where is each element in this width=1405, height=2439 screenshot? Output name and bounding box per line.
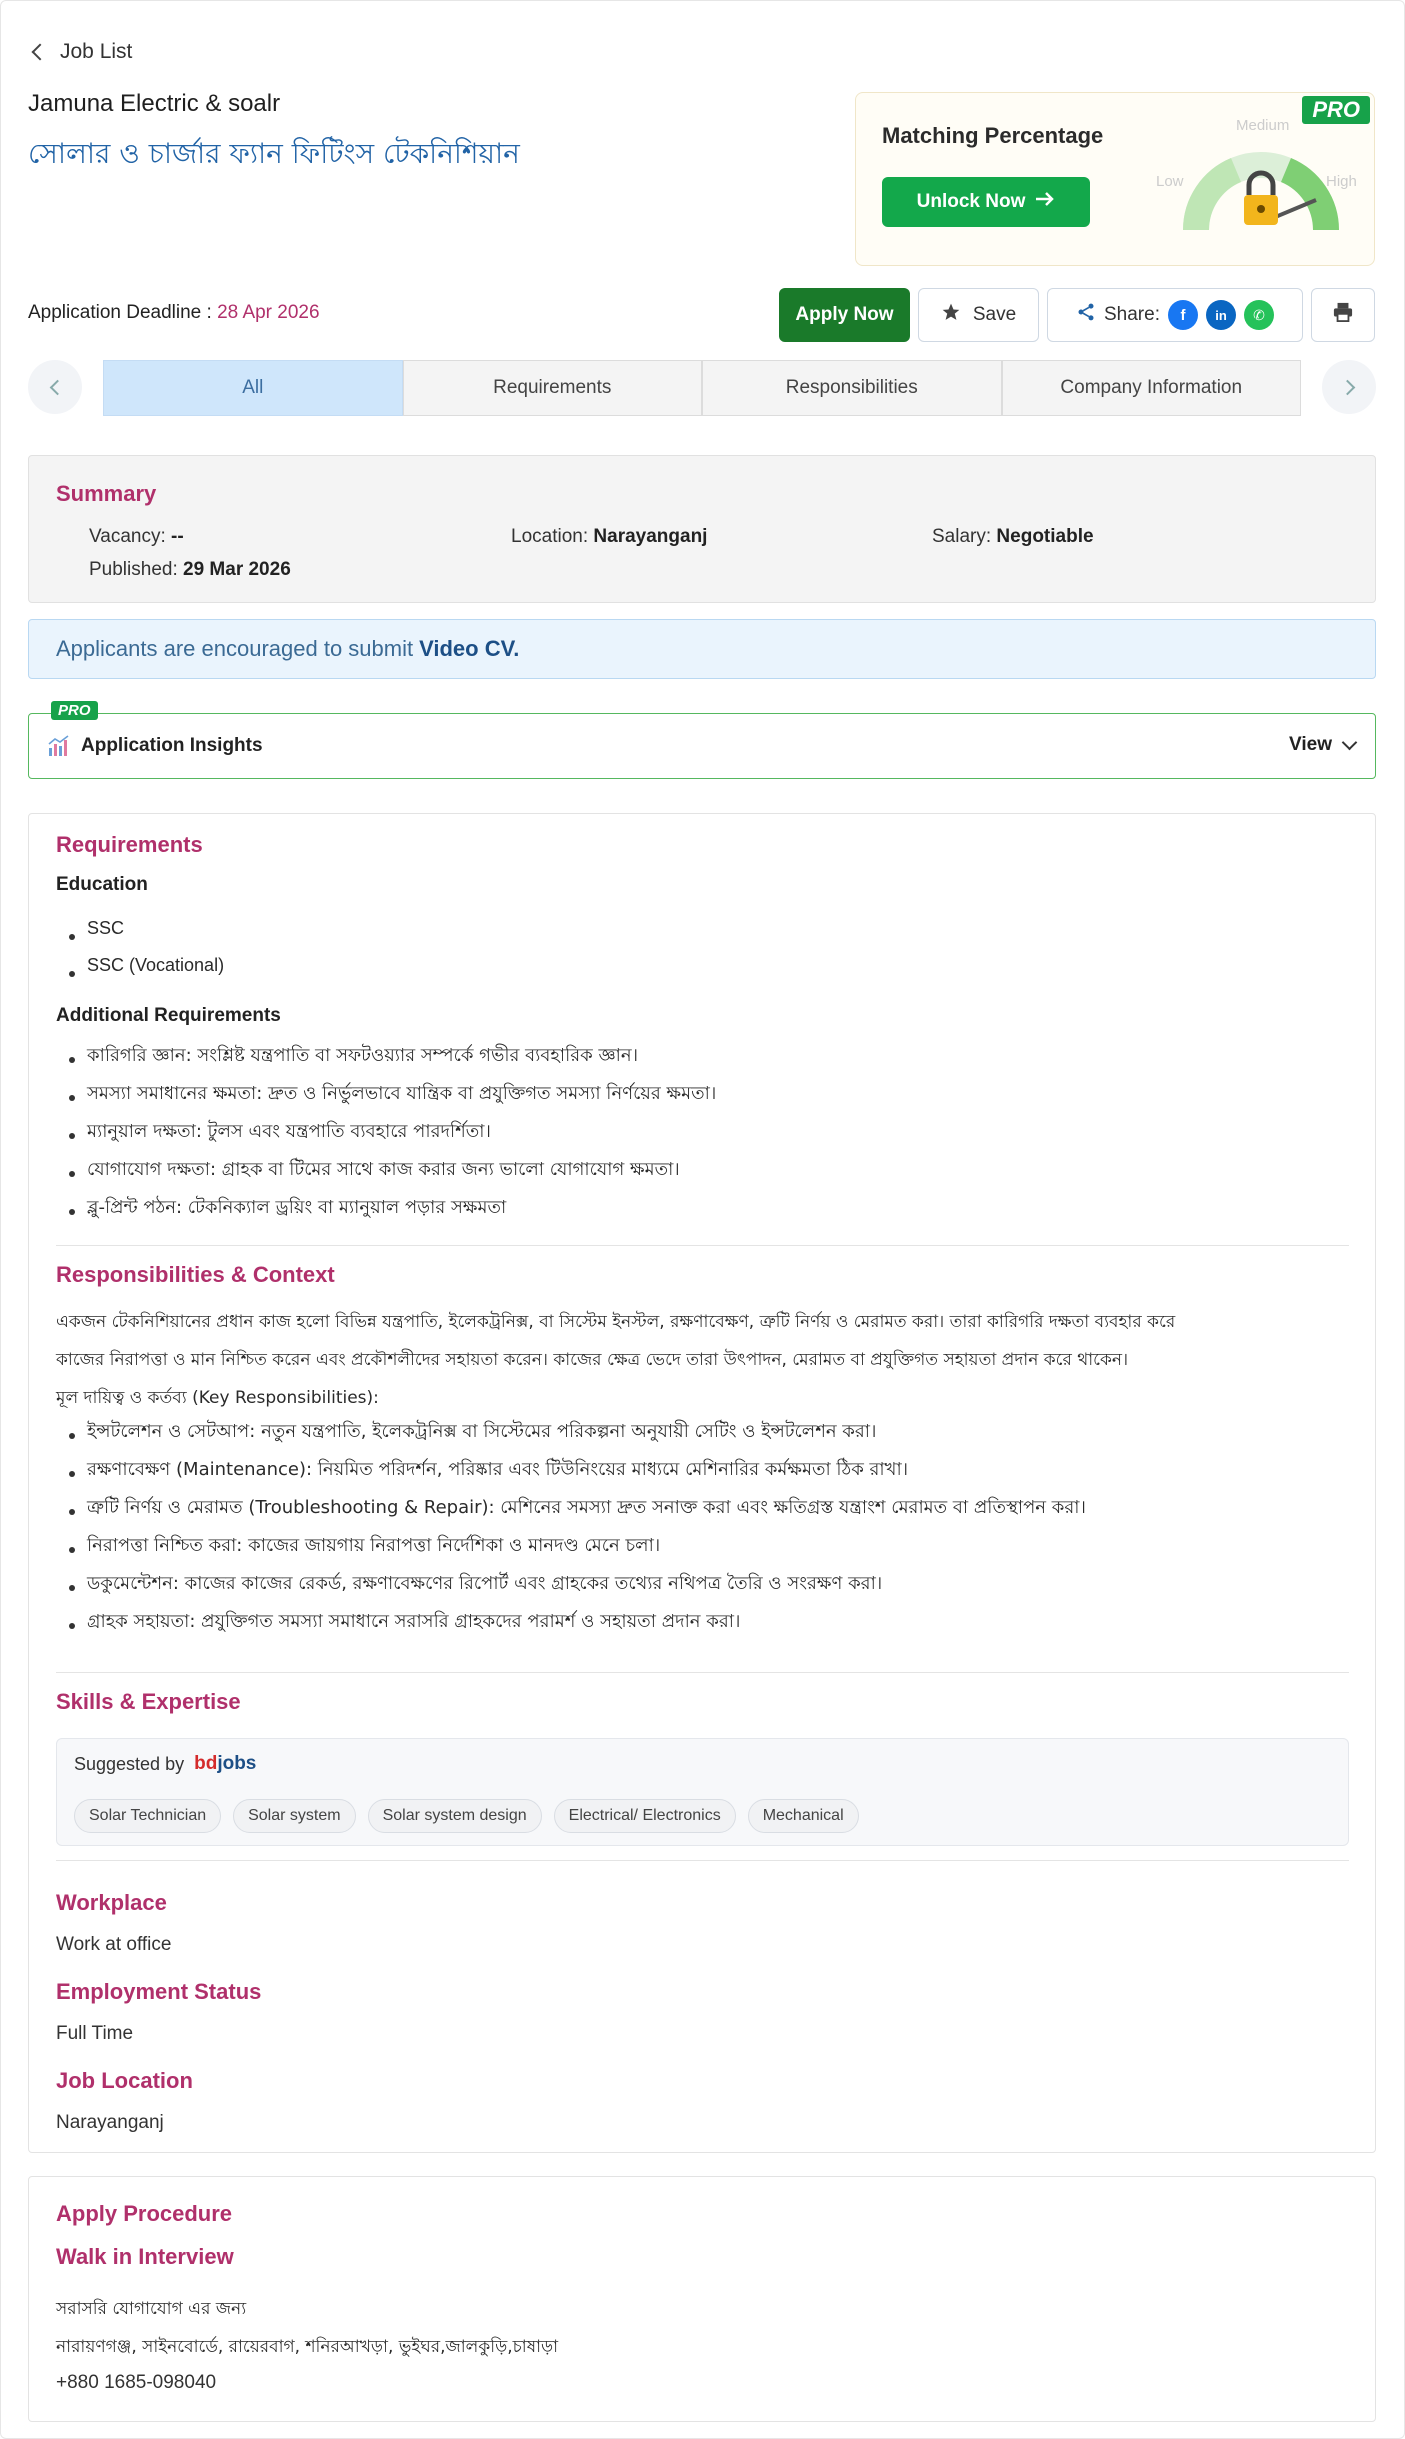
tabs-scroll-left[interactable] bbox=[28, 360, 82, 414]
skill-chips bbox=[74, 1799, 859, 1833]
matching-gauge bbox=[1156, 115, 1366, 235]
back-to-job-list[interactable] bbox=[28, 40, 132, 64]
application-insights-panel[interactable] bbox=[28, 702, 1376, 779]
list-item: সমস্যা সমাধানের ক্ষমতা: দ্রুত ও নির্ভুলভাবে যান্ত্রিক বা প্রযুক্তিগত সমস্যা নির্ণয়ের ক্ষমতা। bbox=[56, 1079, 716, 1117]
divider bbox=[56, 1860, 1349, 1861]
company-name: Jamuna Electric & soalr bbox=[28, 90, 281, 117]
salary bbox=[932, 526, 1094, 548]
chevron-left-icon bbox=[49, 379, 65, 395]
walk-in-interview-title: Walk in Interview bbox=[56, 2244, 234, 2269]
chevron-left-icon bbox=[32, 44, 49, 61]
list-item: SSC (Vocational) bbox=[56, 955, 224, 992]
summary-title: Summary bbox=[56, 481, 157, 506]
apply-procedure-title: Apply Procedure bbox=[56, 2201, 233, 2226]
responsibilities-para-2: কাজের নিরাপত্তা ও মান নিশ্চিত করেন এবং প্রকৌশলীদের সহায়তা করেন। কাজের ক্ষেত্র ভেদে তারা উৎপাদন, মেরামত বা প্রযুক্তিগত সহায়তা প্রদান করে থাকেন। bbox=[56, 1350, 1129, 1370]
share-group bbox=[1047, 288, 1303, 342]
insights-view-toggle[interactable] bbox=[1289, 734, 1355, 756]
list-item: ইন্সটলেশন ও সেটআপ: নতুন যন্ত্রপাতি, ইলেকট্রনিক্স বা সিস্টেমের পরিকল্পনা অনুযায়ী সেটিং ও ইন্সটলেশন করা। bbox=[56, 1417, 1086, 1455]
apply-line-2: নারায়ণগঞ্জ, সাইনবোর্ডে, রায়েরবাগ, শনিরআখড়া, ভুইঘর,জালকুড়ি,চাষাড়া bbox=[56, 2337, 559, 2357]
education-label: Education bbox=[56, 874, 148, 895]
published-value: 29 Mar 2026 bbox=[183, 559, 291, 580]
responsibilities-list bbox=[56, 1417, 1086, 1645]
tab-list bbox=[103, 360, 1301, 416]
list-item: ত্রুটি নির্ণয় ও মেরামত (Troubleshooting & Repair): মেশিনের সমস্যা দ্রুত সনাক্ত করা এবং ক্ষতিগ্রস্ত যন্ত্রাংশ মেরামত বা প্রতিস্থাপন করা। bbox=[56, 1493, 1086, 1531]
matching-label: Matching Percentage bbox=[882, 123, 1104, 148]
skill-chip[interactable]: Solar system bbox=[233, 1799, 355, 1833]
apply-line-1: সরাসরি যোগাযোগ এর জন্য bbox=[56, 2299, 247, 2319]
tabs-scroll-right[interactable] bbox=[1322, 360, 1376, 414]
list-item: SSC bbox=[56, 918, 224, 955]
section-tabs bbox=[28, 360, 1376, 416]
list-item: কারিগরি জ্ঞান: সংশ্লিষ্ট যন্ত্রপাতি বা সফটওয়্যার সম্পর্কে গভীর ব্যবহারিক জ্ঞান। bbox=[56, 1041, 716, 1079]
back-label: Job List bbox=[60, 40, 133, 63]
list-item: ডকুমেন্টেশন: কাজের কাজের রেকর্ড, রক্ষণাবেক্ষণের রিপোর্ট এবং গ্রাহকের তথ্যের নথিপত্র তৈরি ও সংরক্ষণ করা। bbox=[56, 1569, 1086, 1607]
share-label: Share: bbox=[1104, 304, 1160, 325]
workplace-value: Work at office bbox=[56, 1934, 172, 1955]
gauge-low-label: Low bbox=[1156, 173, 1184, 190]
unlock-label: Unlock Now bbox=[916, 191, 1026, 212]
responsibilities-para-1: একজন টেকনিশিয়ানের প্রধান কাজ হলো বিভিন্ন যন্ত্রপাতি, ইলেকট্রনিক্স, বা সিস্টেম ইনস্টল, রক্ষণাবেক্ষণ, ত্রুটি নির্ণয় ও মেরামত করা। তারা কারিগরি দক্ষতা ব্যবহার করে bbox=[56, 1312, 1176, 1332]
printer-icon bbox=[1332, 302, 1354, 328]
summary-section bbox=[28, 455, 1376, 603]
requirements-title: Requirements bbox=[56, 832, 203, 857]
list-item: যোগাযোগ দক্ষতা: গ্রাহক বা টিমের সাথে কাজ করার জন্য ভালো যোগাযোগ ক্ষমতা। bbox=[56, 1155, 716, 1193]
skill-chip[interactable]: Mechanical bbox=[748, 1799, 859, 1833]
view-label: View bbox=[1289, 734, 1332, 755]
apply-procedure-card bbox=[28, 2176, 1376, 2422]
deadline-date: 28 Apr 2026 bbox=[217, 302, 320, 323]
employment-status-value: Full Time bbox=[56, 2023, 134, 2044]
list-item: ম্যানুয়াল দক্ষতা: টুলস এবং যন্ত্রপাতি ব্যবহারে পারদর্শিতা। bbox=[56, 1117, 716, 1155]
suggested-skills-box bbox=[56, 1738, 1349, 1846]
published bbox=[89, 559, 291, 581]
insights-pro-badge: PRO bbox=[51, 701, 98, 720]
location bbox=[511, 526, 707, 548]
vacancy bbox=[89, 526, 184, 548]
contact-phone: +880 1685-098040 bbox=[56, 2372, 217, 2393]
location-value: Narayanganj bbox=[593, 526, 708, 547]
education-list bbox=[56, 918, 224, 992]
chevron-down-icon bbox=[1342, 734, 1358, 750]
video-cv-notice bbox=[28, 619, 1376, 679]
vacancy-value: -- bbox=[171, 526, 184, 547]
unlock-now-button[interactable] bbox=[882, 177, 1090, 227]
notice-text: Applicants are encouraged to submit bbox=[56, 636, 414, 661]
skill-chip[interactable]: Electrical/ Electronics bbox=[554, 1799, 736, 1833]
suggested-by-label: Suggested by bbox=[74, 1753, 185, 1774]
job-location-value: Narayanganj bbox=[56, 2112, 164, 2133]
job-location-title: Job Location bbox=[56, 2068, 193, 2093]
vacancy-label: Vacancy: bbox=[89, 526, 166, 547]
deadline-label: Application Deadline : bbox=[28, 302, 218, 323]
facebook-icon[interactable]: f bbox=[1168, 300, 1198, 330]
list-item: গ্রাহক সহায়তা: প্রযুক্তিগত সমস্যা সমাধানে সরাসরি গ্রাহকদের পরামর্শ ও সহায়তা প্রদান করা। bbox=[56, 1607, 1086, 1645]
chevron-right-icon bbox=[1339, 379, 1355, 395]
application-deadline bbox=[28, 302, 320, 324]
skill-chip[interactable]: Solar system design bbox=[368, 1799, 542, 1833]
bar-chart-icon bbox=[47, 734, 71, 758]
save-button[interactable] bbox=[918, 288, 1039, 342]
whatsapp-icon[interactable]: ✆ bbox=[1244, 300, 1274, 330]
action-buttons bbox=[779, 288, 1375, 342]
arrow-right-icon bbox=[1035, 191, 1055, 213]
gauge-medium-label: Medium bbox=[1236, 117, 1290, 134]
employment-status-title: Employment Status bbox=[56, 1979, 262, 2004]
list-item: ব্লু-প্রিন্ট পঠন: টেকনিক্যাল ড্রয়িং বা ম্যানুয়াল পড়ার সক্ষমতা bbox=[56, 1193, 716, 1231]
additional-requirements-list bbox=[56, 1041, 716, 1231]
responsibilities-title: Responsibilities & Context bbox=[56, 1262, 335, 1287]
video-cv-link[interactable]: Video CV. bbox=[419, 636, 520, 661]
tab-all[interactable]: All bbox=[103, 360, 403, 416]
location-label: Location: bbox=[511, 526, 589, 547]
salary-value: Negotiable bbox=[996, 526, 1094, 547]
skills-title: Skills & Expertise bbox=[56, 1689, 241, 1714]
tab-company-information[interactable]: Company Information bbox=[1002, 360, 1302, 416]
star-icon bbox=[941, 302, 961, 328]
apply-now-button[interactable]: Apply Now bbox=[779, 288, 910, 342]
list-item: রক্ষণাবেক্ষণ (Maintenance): নিয়মিত পরিদর্শন, পরিষ্কার এবং টিউনিংয়ের মাধ্যমে মেশিনারির কর্মক্ষমতা ঠিক রাখা। bbox=[56, 1455, 1086, 1493]
salary-label: Salary: bbox=[932, 526, 992, 547]
published-label: Published: bbox=[89, 559, 178, 580]
divider bbox=[56, 1672, 1349, 1673]
matching-percentage-card bbox=[855, 92, 1375, 266]
divider bbox=[56, 1245, 1349, 1246]
insights-label: Application Insights bbox=[81, 735, 263, 756]
additional-requirements-label: Additional Requirements bbox=[56, 1005, 281, 1026]
list-item: নিরাপত্তা নিশ্চিত করা: কাজের জায়গায় নিরাপত্তা নির্দেশিকা ও মানদণ্ড মেনে চলা। bbox=[56, 1531, 1086, 1569]
workplace-title: Workplace bbox=[56, 1890, 167, 1915]
tab-responsibilities[interactable]: Responsibilities bbox=[702, 360, 1002, 416]
save-label: Save bbox=[972, 304, 1017, 325]
suggested-by bbox=[74, 1753, 256, 1775]
job-title: সোলার ও চার্জার ফ্যান ফিটিংস টেকনিশিয়ান bbox=[28, 137, 520, 170]
key-responsibilities-label: মূল দায়িত্ব ও কর্তব্য (Key Responsibilities): bbox=[56, 1388, 379, 1408]
tab-requirements[interactable]: Requirements bbox=[403, 360, 703, 416]
linkedin-icon[interactable]: in bbox=[1206, 300, 1236, 330]
job-details-card bbox=[28, 813, 1376, 2153]
print-button[interactable] bbox=[1311, 288, 1375, 342]
pro-badge: PRO bbox=[1302, 96, 1370, 124]
bdjobs-logo: bdjobs bbox=[194, 1753, 257, 1774]
gauge-high-label: High bbox=[1326, 173, 1357, 190]
share-icon bbox=[1076, 302, 1096, 328]
skill-chip[interactable]: Solar Technician bbox=[74, 1799, 221, 1833]
